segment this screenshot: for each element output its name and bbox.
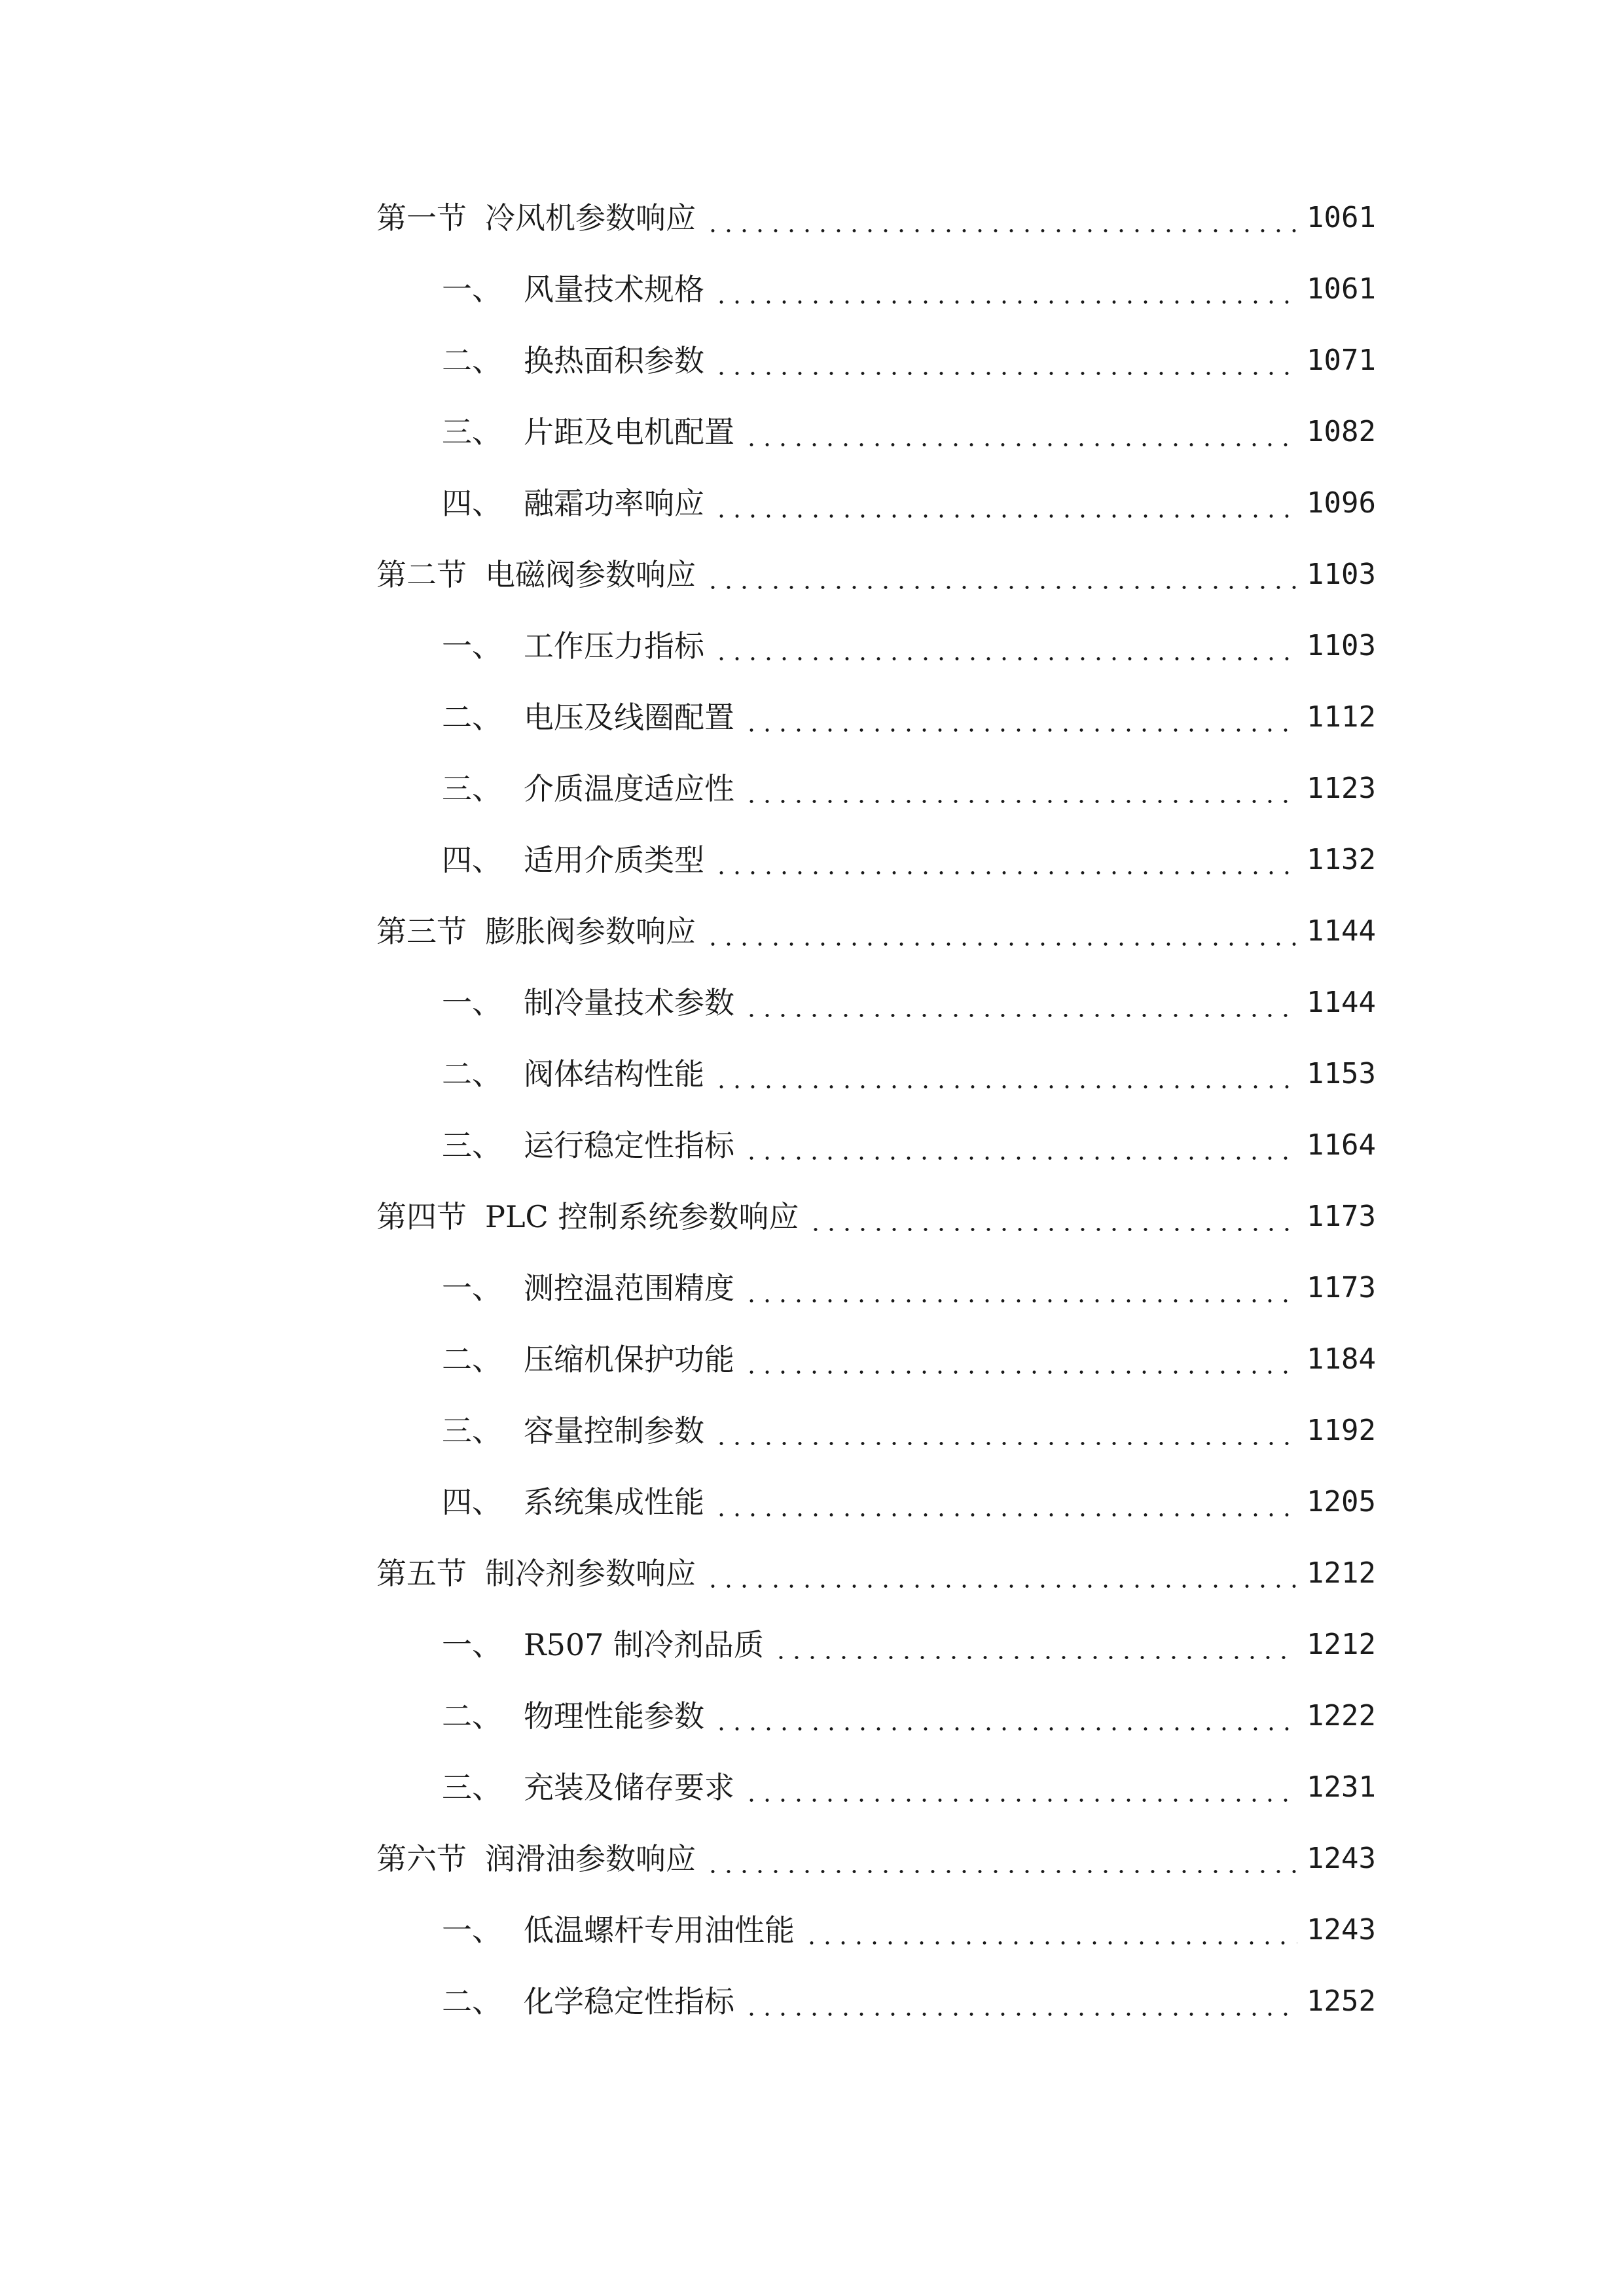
toc-section[interactable] [376, 1547, 1375, 1600]
page-number: 1184 [1307, 1342, 1376, 1376]
toc-subsection[interactable] [442, 977, 1375, 1029]
page-number: 1061 [1307, 272, 1376, 306]
subsection-number: 三、 [442, 771, 502, 806]
subsection-number: 二、 [442, 1342, 502, 1377]
subsection-number: 三、 [442, 414, 502, 450]
section-number: 第三节 [376, 914, 467, 949]
page-number: 1192 [1307, 1414, 1376, 1447]
toc-subsection[interactable] [442, 620, 1375, 672]
dot-leader [705, 905, 1297, 958]
subsection-title: 化学稳定性指标 [524, 1984, 734, 2019]
toc-subsection[interactable] [442, 1690, 1375, 1742]
section-title: PLC 控制系统参数响应 [485, 1199, 799, 1234]
toc-subsection[interactable] [442, 1476, 1375, 1528]
dot-leader [744, 1333, 1297, 1386]
subsection-title: 容量控制参数 [524, 1413, 704, 1448]
page-number: 1164 [1307, 1128, 1376, 1162]
page-number: 1103 [1307, 629, 1376, 662]
page-number: 1205 [1307, 1485, 1376, 1518]
dot-leader [713, 834, 1297, 886]
page-number: 1212 [1307, 1556, 1376, 1590]
subsection-number: 二、 [442, 1698, 502, 1734]
page-number: 1243 [1307, 1842, 1376, 1875]
dot-leader [744, 1262, 1297, 1314]
subsection-title: 融霜功率响应 [524, 486, 704, 521]
page-number: 1061 [1307, 201, 1376, 234]
dot-leader [713, 1405, 1297, 1457]
subsection-number: 二、 [442, 1056, 502, 1092]
subsection-number: 四、 [442, 486, 502, 521]
toc-subsection[interactable] [442, 1048, 1375, 1100]
toc-section[interactable] [376, 1191, 1375, 1243]
page-number: 1222 [1307, 1699, 1376, 1732]
subsection-number: 一、 [442, 1270, 502, 1306]
toc-subsection[interactable] [442, 1119, 1375, 1172]
dot-leader [744, 1975, 1297, 2028]
dot-leader [705, 1833, 1297, 1885]
dot-leader [744, 1119, 1297, 1172]
section-number: 第六节 [376, 1841, 467, 1876]
subsection-number: 一、 [442, 272, 502, 307]
subsection-title: 片距及电机配置 [524, 414, 734, 450]
subsection-number: 四、 [442, 842, 502, 878]
page-number: 1153 [1307, 1057, 1376, 1090]
section-title: 电磁阀参数响应 [485, 557, 696, 592]
subsection-number: 一、 [442, 1912, 502, 1948]
toc-subsection[interactable] [442, 1333, 1375, 1386]
page-number: 1173 [1307, 1271, 1376, 1304]
page-number: 1123 [1307, 772, 1376, 805]
toc-subsection[interactable] [442, 1975, 1375, 2028]
dot-leader [804, 1904, 1297, 1956]
dot-leader [713, 334, 1297, 387]
section-number: 第二节 [376, 557, 467, 592]
subsection-title: 制冷量技术参数 [524, 985, 734, 1020]
dot-leader [705, 548, 1297, 601]
page-number: 1252 [1307, 1984, 1376, 2018]
subsection-title: 风量技术规格 [524, 272, 704, 307]
section-title: 冷风机参数响应 [485, 200, 696, 236]
dot-leader [713, 1476, 1297, 1528]
page-number: 1243 [1307, 1913, 1376, 1946]
toc-section[interactable] [376, 192, 1375, 244]
subsection-title: 物理性能参数 [524, 1698, 704, 1734]
subsection-number: 一、 [442, 1627, 502, 1662]
toc-subsection[interactable] [442, 1619, 1375, 1671]
subsection-title: 低温螺杆专用油性能 [524, 1912, 795, 1948]
subsection-title: 工作压力指标 [524, 628, 704, 664]
subsection-number: 四、 [442, 1484, 502, 1520]
page-number: 1112 [1307, 700, 1376, 734]
toc-subsection[interactable] [442, 1262, 1375, 1314]
page-number: 1173 [1307, 1200, 1376, 1233]
page-number: 1082 [1307, 415, 1376, 448]
subsection-title: 压缩机保护功能 [524, 1342, 734, 1377]
toc-subsection[interactable] [442, 762, 1375, 815]
dot-leader [744, 406, 1297, 458]
dot-leader [744, 691, 1297, 744]
subsection-title: 阀体结构性能 [524, 1056, 704, 1092]
subsection-number: 三、 [442, 1413, 502, 1448]
subsection-number: 二、 [442, 1984, 502, 2019]
subsection-title: 系统集成性能 [524, 1484, 704, 1520]
dot-leader [705, 192, 1297, 244]
section-number: 第四节 [376, 1199, 467, 1234]
toc-subsection[interactable] [442, 1405, 1375, 1457]
toc-section[interactable] [376, 905, 1375, 958]
toc-section[interactable] [376, 1833, 1375, 1885]
page-number: 1103 [1307, 558, 1376, 591]
page-number: 1231 [1307, 1770, 1376, 1804]
page-number: 1132 [1307, 843, 1376, 876]
dot-leader [744, 762, 1297, 815]
section-title: 膨胀阀参数响应 [485, 914, 696, 949]
dot-leader [713, 477, 1297, 529]
page-number: 1144 [1307, 986, 1376, 1019]
page-number: 1071 [1307, 344, 1376, 377]
subsection-title: 电压及线圈配置 [524, 700, 734, 735]
subsection-title: 测控温范围精度 [524, 1270, 734, 1306]
subsection-number: 一、 [442, 985, 502, 1020]
subsection-number: 二、 [442, 700, 502, 735]
subsection-title: 适用介质类型 [524, 842, 704, 878]
page-number: 1096 [1307, 486, 1376, 520]
subsection-title: 换热面积参数 [524, 343, 704, 378]
subsection-title: 运行稳定性指标 [524, 1128, 734, 1163]
dot-leader [713, 263, 1297, 315]
dot-leader [713, 1690, 1297, 1742]
dot-leader [705, 1547, 1297, 1600]
subsection-number: 二、 [442, 343, 502, 378]
toc-subsection[interactable] [442, 1761, 1375, 1814]
subsection-title: 介质温度适应性 [524, 771, 734, 806]
dot-leader [713, 1048, 1297, 1100]
section-title: 制冷剂参数响应 [485, 1556, 696, 1591]
page-number: 1144 [1307, 914, 1376, 948]
subsection-number: 三、 [442, 1770, 502, 1805]
toc-subsection[interactable] [442, 691, 1375, 744]
dot-leader [713, 620, 1297, 672]
dot-leader [744, 977, 1297, 1029]
dot-leader [808, 1191, 1297, 1243]
subsection-title: 充装及储存要求 [524, 1770, 734, 1805]
toc-subsection[interactable] [442, 1904, 1375, 1956]
section-number: 第一节 [376, 200, 467, 236]
subsection-number: 三、 [442, 1128, 502, 1163]
page-number: 1212 [1307, 1628, 1376, 1661]
subsection-number: 一、 [442, 628, 502, 664]
section-number: 第五节 [376, 1556, 467, 1591]
toc-subsection[interactable] [442, 334, 1375, 387]
toc-subsection[interactable] [442, 477, 1375, 529]
toc-section[interactable] [376, 548, 1375, 601]
toc-subsection[interactable] [442, 263, 1375, 315]
toc-subsection[interactable] [442, 406, 1375, 458]
toc-subsection[interactable] [442, 834, 1375, 886]
dot-leader [773, 1619, 1297, 1671]
section-title: 润滑油参数响应 [485, 1841, 696, 1876]
subsection-title: R507 制冷剂品质 [524, 1627, 765, 1662]
dot-leader [744, 1761, 1297, 1814]
